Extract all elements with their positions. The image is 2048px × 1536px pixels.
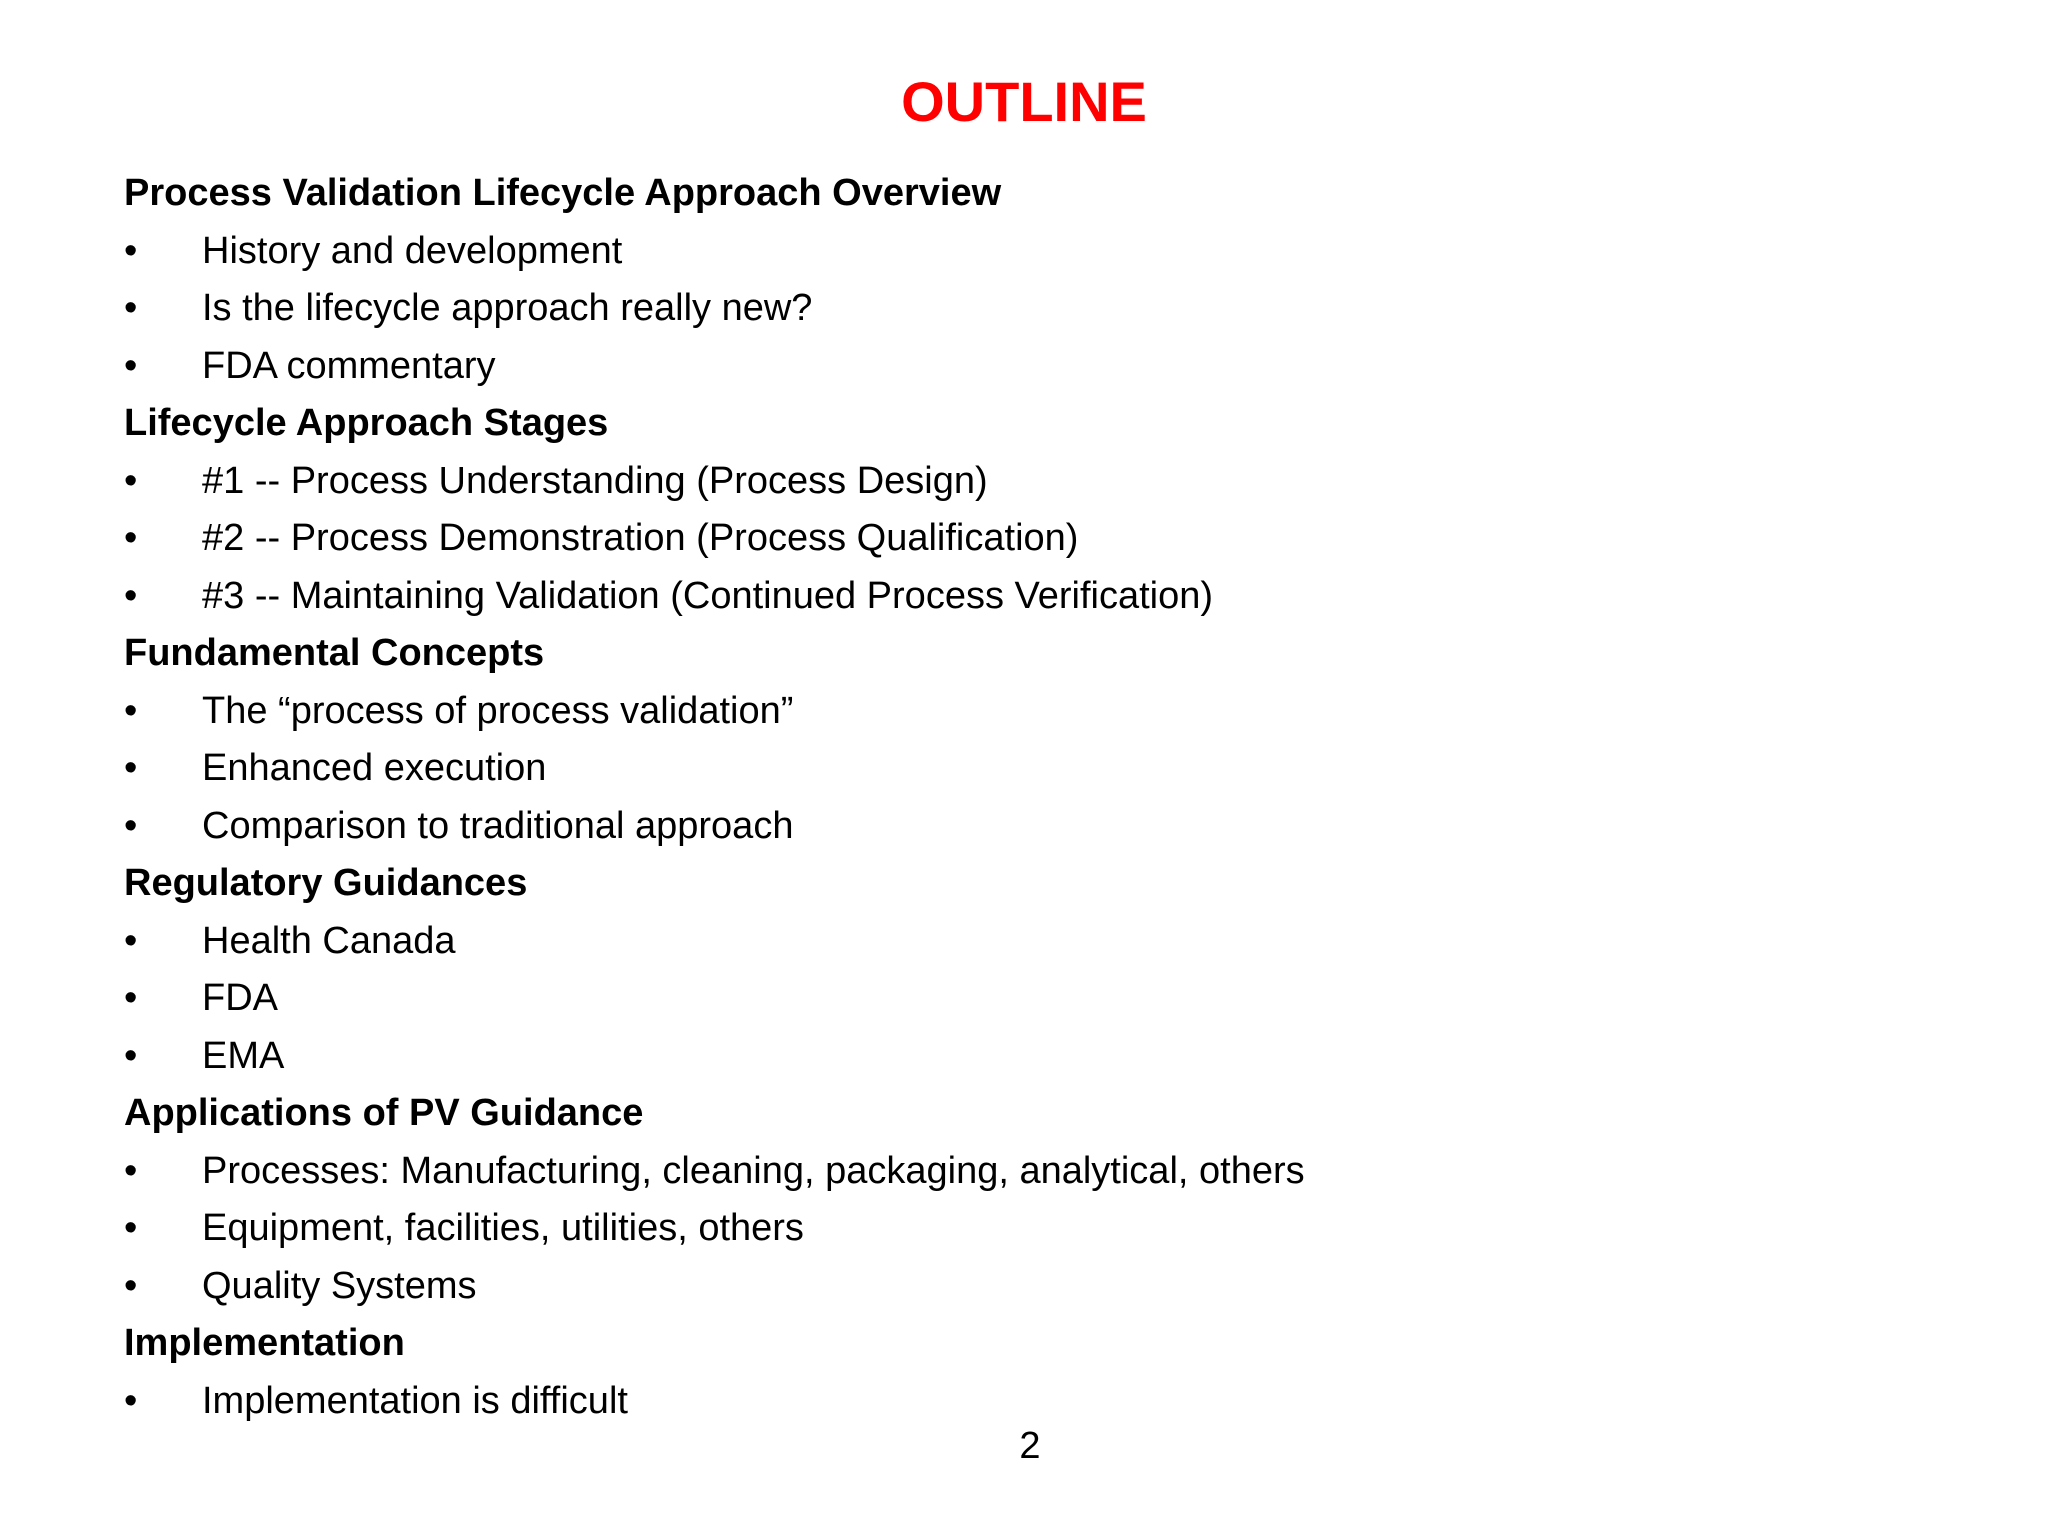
bullet-text: #2 -- Process Demonstration (Process Qualification) (202, 517, 1079, 559)
page-title: OUTLINE (901, 70, 1147, 133)
bullet-item (124, 1143, 1924, 1201)
bullet-marker: • (124, 1149, 138, 1192)
section (124, 1085, 1924, 1315)
bullet-item (124, 453, 1924, 511)
section-heading: Regulatory Guidances (124, 862, 528, 904)
bullet-marker: • (124, 804, 138, 847)
bullet-item (124, 798, 1924, 856)
bullet-marker: • (124, 459, 138, 502)
bullet-item (124, 913, 1924, 971)
bullet-marker: • (124, 287, 138, 329)
bullet-item (124, 970, 1924, 1028)
bullet-item (124, 1028, 1924, 1086)
section (124, 395, 1924, 625)
bullet-marker: • (124, 1207, 138, 1249)
section-heading: Fundamental Concepts (124, 632, 545, 674)
bullet-marker: • (124, 747, 138, 789)
bullet-text: The “process of process validation” (202, 689, 794, 732)
bullet-item (124, 1200, 1924, 1258)
bullet-text: Quality Systems (202, 1264, 477, 1307)
bullet-marker: • (124, 517, 138, 559)
section-heading: Applications of PV Guidance (124, 1092, 644, 1134)
bullet-item (124, 1258, 1924, 1316)
bullet-marker: • (124, 229, 138, 272)
bullet-text: Implementation is difficult (202, 1379, 628, 1422)
bullet-text: Health Canada (202, 919, 456, 962)
bullet-item (124, 568, 1924, 626)
bullet-marker: • (124, 574, 138, 617)
section-heading: Implementation (124, 1322, 405, 1364)
section (124, 855, 1924, 1085)
bullet-text: Processes: Manufacturing, cleaning, packaging, analytical, others (202, 1149, 1305, 1192)
bullet-text: History and development (202, 229, 623, 272)
bullet-marker: • (124, 919, 138, 962)
bullet-text: Enhanced execution (202, 747, 547, 789)
bullet-text: Comparison to traditional approach (202, 804, 794, 847)
bullet-marker: • (124, 1379, 138, 1422)
bullet-marker: • (124, 344, 138, 387)
bullet-marker: • (124, 977, 138, 1019)
section (124, 625, 1924, 855)
bullet-text: Equipment, facilities, utilities, others (202, 1207, 804, 1249)
section-heading: Lifecycle Approach Stages (124, 402, 609, 444)
bullet-marker: • (124, 689, 138, 732)
bullet-text: FDA commentary (202, 344, 496, 387)
section-heading: Process Validation Lifecycle Approach Overview (124, 172, 1002, 214)
bullet-text: #3 -- Maintaining Validation (Continued Process Verification) (202, 574, 1214, 617)
bullet-text: FDA (202, 977, 278, 1019)
bullet-marker: • (124, 1264, 138, 1307)
section (124, 165, 1924, 395)
bullet-item (124, 740, 1924, 798)
bullet-item (124, 683, 1924, 741)
section (124, 1315, 1924, 1430)
bullet-marker: • (124, 1034, 138, 1077)
outline-list (124, 165, 1924, 1430)
page-number: 2 (1019, 1425, 1041, 1467)
bullet-item (124, 223, 1924, 281)
bullet-text: EMA (202, 1034, 285, 1077)
bullet-text: #1 -- Process Understanding (Process Design) (202, 459, 988, 502)
bullet-text: Is the lifecycle approach really new? (202, 287, 813, 329)
bullet-item (124, 510, 1924, 568)
bullet-item (124, 338, 1924, 396)
bullet-item (124, 280, 1924, 338)
